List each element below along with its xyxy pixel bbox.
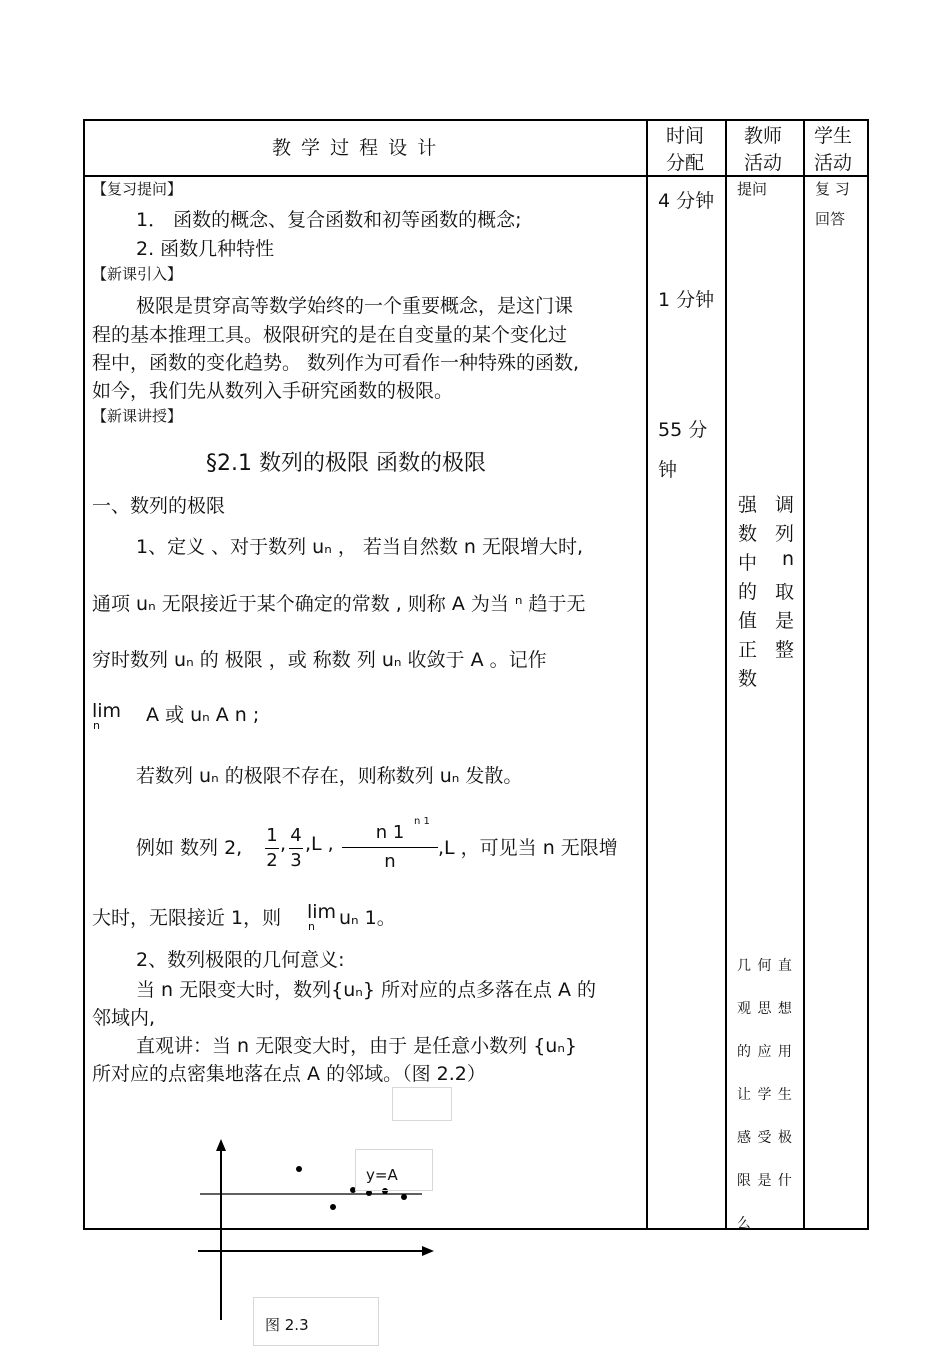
emphasis-char: 取 — [774, 581, 794, 603]
intro-line-3: 程中，函数的变化趋势。 数列作为可看作一种特殊的函数, — [92, 352, 580, 374]
heading-sequence-limit: 一、数列的极限 — [92, 495, 226, 517]
student-review: 复 习 — [815, 180, 850, 198]
emphasis-char: 值 — [738, 610, 758, 632]
note-line: 几 何 直 — [737, 958, 793, 974]
definition-line-2: 通项 uₙ 无限接近于某个确定的常数 , 则称 A 为当 ⁿ 趋于无 — [92, 593, 586, 615]
time-intro: 1 分钟 — [658, 289, 715, 311]
review-item-1: 1． 函数的概念、复合函数和初等函数的概念; — [136, 209, 522, 231]
header-time-1: 时间 — [666, 125, 705, 147]
definition-line-3: 穷时数列 uₙ 的 极限 ，或 称数 列 uₙ 收敛于 A 。记作 — [92, 649, 547, 671]
teacher-geometric-note — [737, 955, 793, 1233]
lim-notation: lim — [92, 700, 122, 722]
teacher-ask: 提问 — [737, 180, 768, 198]
note-line: 限 是 什 — [737, 1173, 793, 1189]
conclusion-lim-subscript: n — [308, 920, 315, 933]
note-line: 的 应 用 — [737, 1044, 793, 1060]
header-teacher-2: 活动 — [744, 152, 783, 174]
intro-line-2: 程的基本推理工具。极限研究的是在自变量的某个变化过 — [92, 324, 568, 346]
time-lecture-1: 55 分 — [658, 419, 708, 441]
example-prefix: 例如 数列 2, — [136, 837, 243, 859]
fraction-bar — [342, 847, 438, 848]
header-student-1: 学生 — [814, 125, 853, 147]
conclusion-lim: lim — [307, 901, 337, 923]
emphasis-row — [738, 519, 794, 548]
fraction-1-2-denominator: 2 — [266, 850, 278, 871]
graph-label: y=A — [366, 1166, 398, 1184]
conclusion-text: 大时，无限接近 1，则 — [92, 907, 282, 929]
general-term-numerator: n 1 — [375, 822, 405, 843]
col-divider-time — [646, 119, 648, 1229]
definition-line-1: 1、定义 、对于数列 uₙ ， 若当自然数 n 无限增大时, — [136, 536, 584, 558]
emphasis-row — [738, 490, 794, 519]
emphasis-row — [738, 577, 794, 606]
emphasis-char: 强 — [738, 494, 758, 516]
emphasis-char: 中 — [738, 552, 758, 574]
emphasis-char: 整 — [774, 639, 794, 661]
fraction-general-term — [342, 824, 438, 871]
header-main: 教 学 过 程 设 计 — [272, 137, 439, 159]
intro-line-1: 极限是贯穿高等数学始终的一个重要概念，是这门课 — [136, 295, 574, 317]
ellipsis-1: ,L , — [305, 833, 334, 855]
table-header-divider — [83, 175, 869, 177]
note-line: 让 学 生 — [737, 1087, 793, 1103]
time-review: 4 分钟 — [658, 190, 715, 212]
note-line: 么 — [737, 1216, 752, 1232]
emphasis-char: 正 — [738, 639, 758, 661]
fraction-1-2 — [265, 827, 279, 870]
time-lecture-2: 钟 — [658, 459, 678, 481]
emphasis-char: n — [781, 548, 794, 570]
emphasis-char: 数 — [738, 523, 758, 545]
x-axis-arrow — [422, 1246, 434, 1256]
y-axis-arrow — [216, 1139, 226, 1151]
empty-frame — [392, 1087, 452, 1121]
emphasis-char: 的 — [738, 581, 758, 603]
emphasis-row — [738, 664, 794, 693]
note-line: 观 思 想 — [737, 1001, 793, 1017]
comma-separator: , — [280, 833, 287, 855]
emphasis-char: 是 — [774, 610, 794, 632]
general-term-exponent: n 1 — [414, 816, 430, 827]
header-student-2: 活动 — [814, 152, 853, 174]
table-border-left — [83, 119, 85, 1229]
fraction-1-2-numerator: 1 — [266, 825, 278, 846]
header-time-2: 分配 — [666, 152, 705, 174]
fraction-4-3 — [289, 827, 303, 870]
sequence-point — [296, 1166, 302, 1172]
geometric-heading: 2、数列极限的几何意义: — [136, 949, 345, 971]
conclusion-value: uₙ 1。 — [339, 907, 396, 929]
lim-expression: A 或 uₙ A n ; — [146, 704, 260, 726]
emphasis-char: 列 — [774, 523, 794, 545]
lim-subscript: n — [93, 719, 100, 732]
geometric-line-1: 当 n 无限变大时，数列{uₙ} 所对应的点多落在点 A 的 — [136, 979, 597, 1001]
teacher-emphasis — [738, 490, 794, 693]
intro-tag: 【新课引入】 — [92, 265, 183, 283]
fraction-4-3-numerator: 4 — [290, 825, 302, 846]
geometric-line-3: 直观讲：当 n 无限变大时，由于 是任意小数列 {uₙ} — [136, 1035, 577, 1057]
emphasis-char: 数 — [738, 668, 758, 690]
emphasis-row — [738, 635, 794, 664]
col-divider-student — [803, 119, 805, 1229]
fraction-bar — [265, 848, 279, 849]
note-line: 感 受 极 — [737, 1130, 793, 1146]
emphasis-row — [738, 548, 794, 577]
diverge-line: 若数列 uₙ 的极限不存在，则称数列 uₙ 发散。 — [136, 765, 523, 787]
emphasis-char: 调 — [774, 494, 794, 516]
figure-caption: 图 2.3 — [265, 1316, 309, 1334]
geometric-line-2: 邻域内, — [92, 1007, 156, 1029]
fraction-4-3-denominator: 3 — [290, 850, 302, 871]
general-term-denominator: n — [384, 851, 396, 872]
table-border-right — [867, 119, 869, 1229]
fraction-bar — [289, 848, 303, 849]
section-title: §2.1 数列的极限 函数的极限 — [206, 451, 486, 476]
sequence-point — [330, 1204, 336, 1210]
intro-line-4: 如今，我们先从数列入手研究函数的极限。 — [92, 380, 454, 402]
student-answer: 回答 — [815, 210, 846, 228]
review-tag: 【复习提问】 — [92, 180, 183, 198]
review-item-2: 2. 函数几种特性 — [136, 238, 275, 260]
emphasis-row — [738, 606, 794, 635]
sequence-point — [401, 1194, 407, 1200]
col-divider-teacher — [725, 119, 727, 1229]
header-teacher-1: 教师 — [744, 125, 783, 147]
geometric-line-4: 所对应的点密集地落在点 A 的邻域。（图 2.2） — [92, 1063, 486, 1085]
ellipsis-2: ,L ，可见当 n 无限增 — [438, 837, 618, 859]
lecture-tag: 【新课讲授】 — [92, 407, 183, 425]
